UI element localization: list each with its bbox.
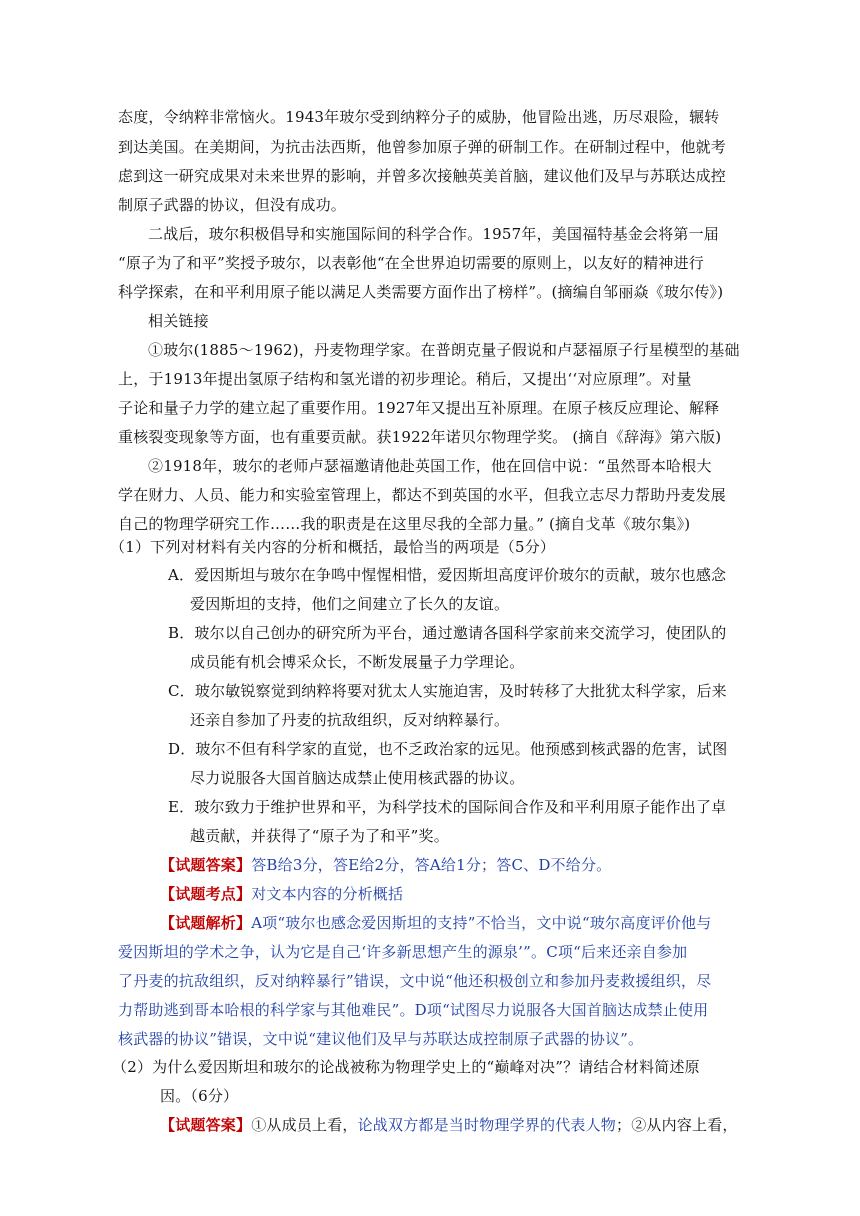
passage-line: 制原子武器的协议，但没有成功。	[118, 196, 347, 214]
analysis-line: 力帮助逃到哥本哈根的科学家与其他难民”。D项“试图尽力说服各大国首脑达成禁止使用	[118, 1001, 709, 1019]
option-c-line: C．玻尔敏锐察觉到纳粹将要对犹太人实施迫害，及时转移了大批犹太科学家，后来	[168, 682, 727, 700]
answer-tag: 【试题答案】	[160, 1116, 252, 1134]
option-b-line: B．玻尔以自己创办的研究所为平台，通过邀请各国科学家前来交流学习，使团队的	[168, 624, 727, 642]
test-point-tag: 【试题考点】	[160, 885, 252, 903]
passage-line: “原子为了和平”奖授予玻尔，以表彰他“在全世界迫切需要的原则上，以友好的精神进行	[118, 254, 705, 272]
passage-line: 科学探索，在和平利用原子能以满足人类需要方面作出了榜样”。(摘编自邹丽焱《玻尔传》)	[118, 283, 724, 301]
answer-text: 论战双方都是当时物理学界的代表人物	[357, 1116, 617, 1134]
answer-tag: 【试题答案】	[160, 856, 252, 874]
option-d-line: 尽力说服各大国首脑达成禁止使用核武器的协议。	[190, 769, 525, 787]
question1-stem: （1）下列对材料有关内容的分析和概括，最恰当的两项是（5分）	[110, 538, 556, 556]
answer-text: ；②从内容上看，	[616, 1116, 738, 1134]
answer-text: 答B给3分，答E给2分，答A给1分；答C、D不给分。	[251, 856, 612, 874]
link1-line: ①玻尔(1885～1962)，丹麦物理学家。在普朗克量子假说和卢瑟福原子行星模型的基础	[148, 341, 740, 359]
link1-line: 重核裂变现象等方面，也有重要贡献。获1922年诺贝尔物理学奖。 (摘自《辞海》第六版)	[118, 428, 722, 446]
q1-analysis	[160, 913, 711, 933]
analysis-tag: 【试题解析】	[160, 914, 252, 932]
analysis-line: A项“玻尔也感念爱因斯坦的支持”不恰当，文中说“玻尔高度评价他与	[251, 914, 712, 932]
passage-line: 二战后，玻尔积极倡导和实施国际间的科学合作。1957年，美国福特基金会将第一届	[148, 225, 719, 243]
option-a-line: A．爱因斯坦与玻尔在争鸣中惺惺相惜，爱因斯坦高度评价玻尔的贡献，玻尔也感念	[168, 566, 727, 584]
passage-line: 虑到这一研究成果对未来世界的影响，并曾多次接触英美首脑，建议他们及早与苏联达成控	[118, 167, 727, 185]
q1-test-point	[160, 884, 403, 904]
test-point-text: 对文本内容的分析概括	[251, 885, 404, 903]
passage-line: 态度，令纳粹非常恼火。1943年玻尔受到纳粹分子的威胁，他冒险出逃，历尽艰险，辗转	[118, 108, 720, 126]
related-links-heading: 相关链接	[148, 312, 209, 330]
answer-text: ①从成员上看，	[251, 1116, 358, 1134]
option-b-line: 成员能有机会博采众长，不断发展量子力学理论。	[190, 653, 525, 671]
option-a-line: 爱因斯坦的支持，他们之间建立了长久的友谊。	[190, 595, 510, 613]
option-e-line: E．玻尔致力于维护世界和平，为科学技术的国际间合作及和平利用原子能作出了卓	[168, 798, 727, 816]
question2-stem: （2）为什么爱因斯坦和玻尔的论战被称为物理学史上的“巅峰对决”？请结合材料简述原	[112, 1058, 700, 1076]
link2-line: 学在财力、人员、能力和实验室管理上，都达不到英国的水平，但我立志尽力帮助丹麦发展	[118, 486, 727, 504]
question2-stem: 因。（6分）	[160, 1087, 239, 1105]
link1-line: 子论和量子力学的建立起了重要作用。1927年又提出互补原理。在原子核反应理论、解释	[118, 399, 720, 417]
passage-line: 到达美国。在美期间，为抗击法西斯，他曾参加原子弹的研制工作。在研制过程中，他就考	[118, 138, 727, 156]
analysis-line: 爱因斯坦的学术之争，认为它是自己‘许多新思想产生的源泉’”。C项“后来还亲自参加	[118, 943, 688, 961]
q1-answer	[160, 855, 611, 875]
analysis-line: 了丹麦的抗敌组织，反对纳粹暴行”错误，文中说“他还积极创立和参加丹麦救援组织，尽	[118, 972, 712, 990]
option-e-line: 越贡献，并获得了“原子为了和平”奖。	[190, 827, 449, 845]
option-c-line: 还亲自参加了丹麦的抗敌组织，反对纳粹暴行。	[190, 711, 510, 729]
analysis-line: 核武器的协议”错误，文中说“建议他们及早与苏联达成控制原子武器的协议”。	[118, 1030, 644, 1048]
link2-line: 自己的物理学研究工作……我的职责是在这里尽我的全部力量。” (摘自戈革《玻尔集》)	[118, 515, 691, 533]
q2-answer	[160, 1115, 738, 1135]
link2-line: ②1918年，玻尔的老师卢瑟福邀请他赴英国工作，他在回信中说：“虽然哥本哈根大	[148, 457, 712, 475]
option-d-line: D．玻尔不但有科学家的直觉，也不乏政治家的远见。他预感到核武器的危害，试图	[168, 740, 728, 758]
link1-line: 上，于1913年提出氢原子结构和氢光谱的初步理论。稍后，又提出‘‘对应原理”。对量	[118, 370, 692, 388]
